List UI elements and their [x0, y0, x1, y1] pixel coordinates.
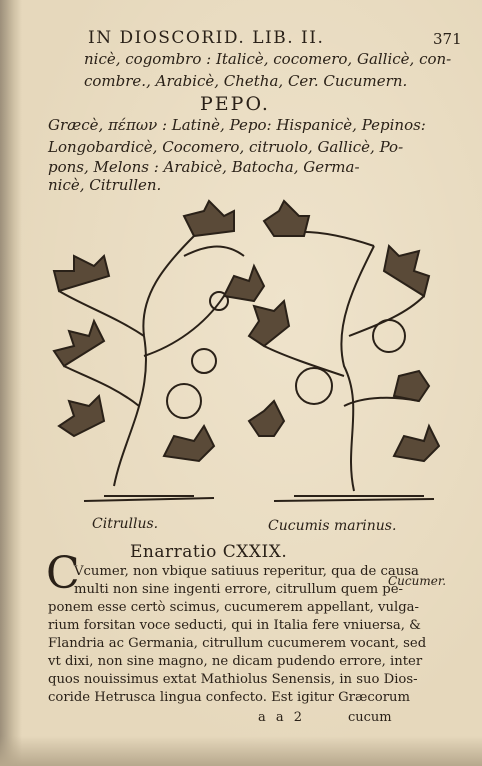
synonym-line-4: nicè, Citrullen.	[48, 176, 162, 194]
drop-cap: C	[46, 548, 80, 599]
page-gutter-shadow	[0, 0, 22, 766]
synonym-line-2: Longobardicè, Cocomero, citruolo, Gallicè, Po-	[48, 138, 404, 156]
synonym-line-3: pons, Melons : Arabicè, Batocha, Germa-	[48, 158, 360, 176]
section-title: PEPO.	[200, 93, 270, 115]
figure-caption-right: Cucumis marinus.	[268, 518, 397, 534]
commentary-line-7: quos nouissimus extat Mathiolus Senensis, in suo Dios-	[48, 672, 418, 687]
top-text-line-1: nicè, cogombro : Italicè, cocomero, Gallicè, con-	[84, 50, 452, 68]
commentary-line-6: vt dixi, non sine magno, ne dicam pudendo errore, inter	[48, 654, 423, 669]
commentary-line-3: ponem esse certò scimus, cucumerem appellant, vulga-	[48, 600, 419, 615]
commentary-line-4: rium forsitan voce seducti, qui in Italia fere vniuersa, &	[48, 618, 421, 633]
margin-note: Cucumer.	[388, 574, 447, 588]
commentary-line-1: Vcumer, non vbique satiuus reperitur, qua de causa	[74, 564, 419, 579]
signature-mark: a a 2	[258, 710, 306, 725]
cucumis-marinus-plant	[249, 201, 439, 501]
top-text-line-2: combre., Arabicè, Chetha, Cer. Cucumern.	[84, 72, 408, 90]
citrullus-plant	[54, 201, 264, 501]
commentary-heading: Enarratio CXXIX.	[130, 542, 288, 562]
figure-caption-left: Citrullus.	[92, 516, 159, 532]
commentary-line-5: Flandria ac Germania, citrullum cucumerem vocant, sed	[48, 636, 427, 651]
commentary-line-2: multi non sine ingenti errore, citrullum quem pe-	[74, 582, 403, 597]
page-bottom-shadow	[0, 736, 482, 766]
page-number: 371	[433, 30, 462, 48]
catchword: cucum	[348, 710, 392, 725]
commentary-line-8: coride Hetrusca lingua confecto. Est igitur Græcorum	[48, 690, 411, 705]
running-head: IN DIOSCORID. LIB. II.	[88, 28, 325, 48]
woodcut-illustration	[44, 196, 440, 520]
synonym-line-1: Græcè, πέπων : Latinè, Pepo: Hispanicè, Pepinos:	[48, 116, 426, 134]
